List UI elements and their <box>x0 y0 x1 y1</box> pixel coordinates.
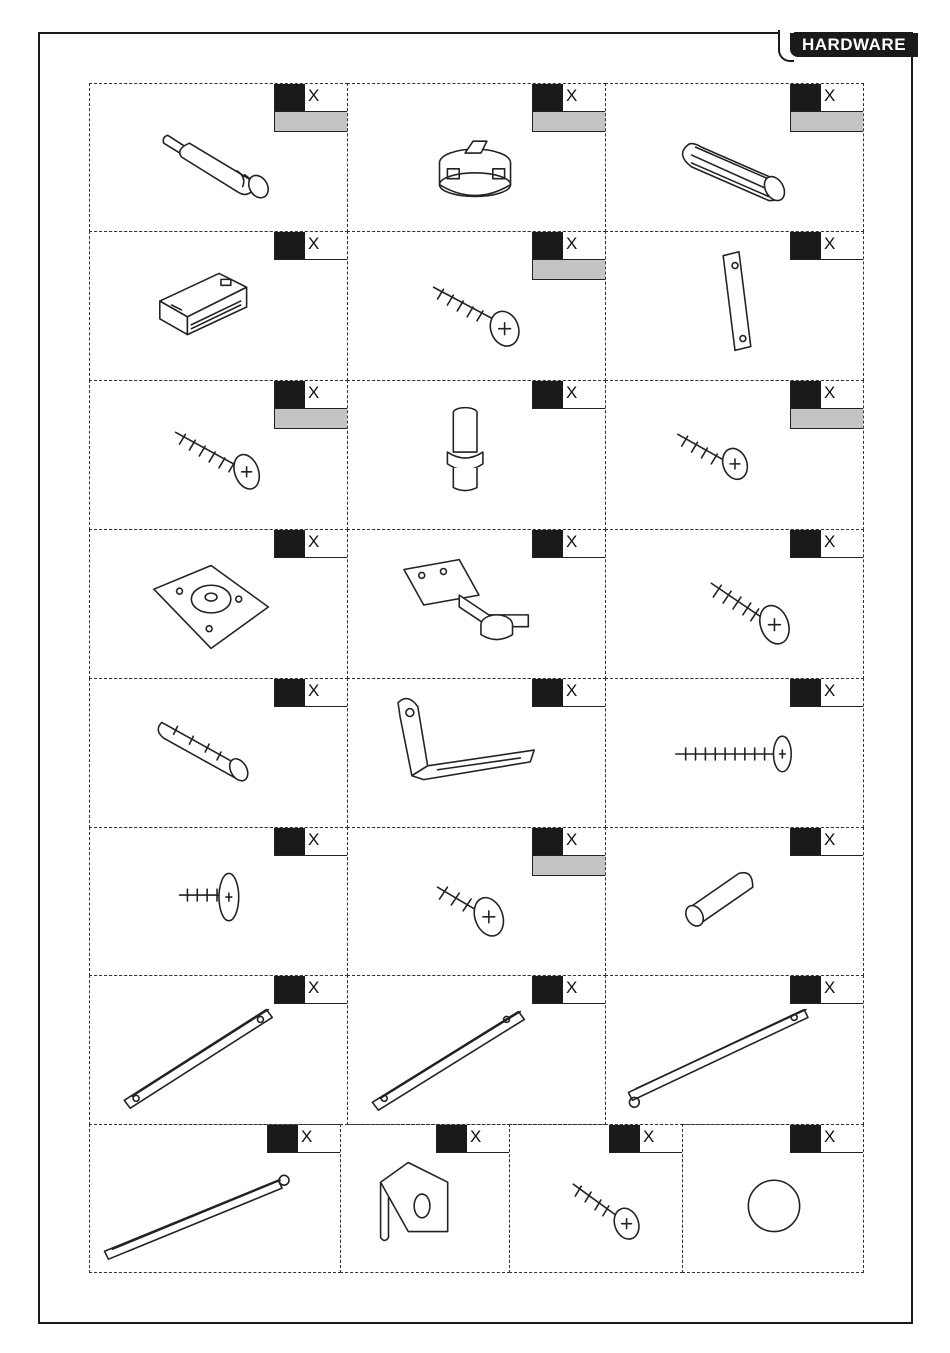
part-cell-drawer-slide-left-b <box>347 975 606 1125</box>
quantity-box <box>790 84 863 112</box>
quantity-marker: X <box>566 681 578 700</box>
part-cell-cabinet-hinge <box>347 529 606 679</box>
part-cell-plain-dowel <box>605 827 864 976</box>
quantity-marker: X <box>308 86 320 105</box>
quantity-marker: X <box>308 681 320 700</box>
quantity-marker: X <box>470 1127 482 1146</box>
quantity-box <box>274 232 347 260</box>
quantity-fill <box>275 976 305 1003</box>
part-cell-screw-wide <box>605 529 864 679</box>
quantity-fill <box>533 976 563 1003</box>
quantity-box <box>532 381 605 409</box>
quantity-box <box>436 1125 509 1153</box>
quantity-fill <box>533 828 563 855</box>
quantity-box <box>532 679 605 707</box>
quantity-marker: X <box>824 234 836 253</box>
quantity-bar <box>274 112 347 132</box>
quantity-box <box>609 1125 682 1153</box>
quantity-marker: X <box>824 532 836 551</box>
part-cell-magnetic-catch <box>89 231 348 381</box>
quantity-fill <box>275 381 305 408</box>
quantity-box <box>790 530 863 558</box>
quantity-marker: X <box>824 830 836 849</box>
quantity-fill <box>533 232 563 259</box>
part-cell-screw-long <box>89 380 348 530</box>
quantity-marker: X <box>824 383 836 402</box>
quantity-marker: X <box>308 234 320 253</box>
quantity-fill <box>275 679 305 706</box>
quantity-bar <box>274 409 347 429</box>
part-cell-drawer-slide-left-a <box>89 975 348 1125</box>
quantity-fill <box>437 1125 467 1152</box>
quantity-fill <box>275 828 305 855</box>
part-cell-round-cap <box>682 1124 864 1273</box>
quantity-box <box>274 976 347 1004</box>
quantity-marker: X <box>308 532 320 551</box>
section-tab <box>770 30 920 60</box>
quantity-box <box>790 1125 863 1153</box>
part-cell-pan-head-screw-long <box>605 678 864 828</box>
quantity-box <box>790 679 863 707</box>
quantity-box <box>532 976 605 1004</box>
part-cell-shelf-pin <box>347 380 606 530</box>
quantity-box <box>274 828 347 856</box>
quantity-fill <box>275 84 305 111</box>
quantity-fill <box>791 976 821 1003</box>
quantity-fill <box>275 232 305 259</box>
quantity-fill <box>791 679 821 706</box>
quantity-marker: X <box>824 86 836 105</box>
quantity-fill <box>791 84 821 111</box>
quantity-box <box>274 381 347 409</box>
quantity-box <box>790 381 863 409</box>
part-cell-screw-short <box>605 380 864 530</box>
quantity-fill <box>533 381 563 408</box>
quantity-bar <box>532 112 605 132</box>
quantity-fill <box>791 530 821 557</box>
quantity-box <box>532 84 605 112</box>
part-cell-hinge-base-plate <box>89 529 348 679</box>
quantity-fill <box>791 232 821 259</box>
quantity-box <box>274 84 347 112</box>
part-cell-screw-thin <box>509 1124 683 1273</box>
quantity-marker: X <box>301 1127 313 1146</box>
quantity-fill <box>533 530 563 557</box>
quantity-marker: X <box>566 532 578 551</box>
quantity-box <box>267 1125 340 1153</box>
quantity-fill <box>791 1125 821 1152</box>
quantity-fill <box>275 530 305 557</box>
quantity-marker: X <box>566 234 578 253</box>
quantity-marker: X <box>308 978 320 997</box>
part-cell-drawer-slide-right-b <box>89 1124 341 1273</box>
quantity-marker: X <box>643 1127 655 1146</box>
quantity-marker: X <box>308 383 320 402</box>
quantity-box <box>532 232 605 260</box>
quantity-marker: X <box>824 978 836 997</box>
quantity-fill <box>268 1125 298 1152</box>
quantity-marker: X <box>566 830 578 849</box>
quantity-fill <box>610 1125 640 1152</box>
part-cell-pan-head-screw-short <box>89 827 348 976</box>
part-cell-wall-anchor <box>89 678 348 828</box>
quantity-bar <box>790 112 863 132</box>
quantity-box <box>532 828 605 856</box>
quantity-box <box>274 530 347 558</box>
quantity-fill <box>791 828 821 855</box>
quantity-fill <box>533 84 563 111</box>
quantity-bar <box>790 409 863 429</box>
quantity-marker: X <box>308 830 320 849</box>
quantity-marker: X <box>566 86 578 105</box>
quantity-marker: X <box>566 978 578 997</box>
quantity-bar <box>532 260 605 280</box>
quantity-box <box>274 679 347 707</box>
quantity-box <box>790 232 863 260</box>
page-title: HARDWARE <box>790 33 918 57</box>
quantity-marker: X <box>566 383 578 402</box>
part-cell-connector-plate <box>605 231 864 381</box>
quantity-box <box>532 530 605 558</box>
quantity-box <box>790 828 863 856</box>
part-cell-wood-dowel-fluted <box>605 83 864 232</box>
part-cell-l-bracket <box>347 678 606 828</box>
part-cell-shelf-support-block <box>340 1124 510 1273</box>
quantity-bar <box>532 856 605 876</box>
part-cell-cam-bolt <box>89 83 348 232</box>
quantity-box <box>790 976 863 1004</box>
part-cell-screw-stubby <box>347 827 606 976</box>
part-cell-drawer-slide-right-a <box>605 975 864 1125</box>
quantity-marker: X <box>824 681 836 700</box>
part-cell-screw-medium <box>347 231 606 381</box>
quantity-marker: X <box>824 1127 836 1146</box>
part-cell-cam-lock <box>347 83 606 232</box>
quantity-fill <box>533 679 563 706</box>
quantity-fill <box>791 381 821 408</box>
